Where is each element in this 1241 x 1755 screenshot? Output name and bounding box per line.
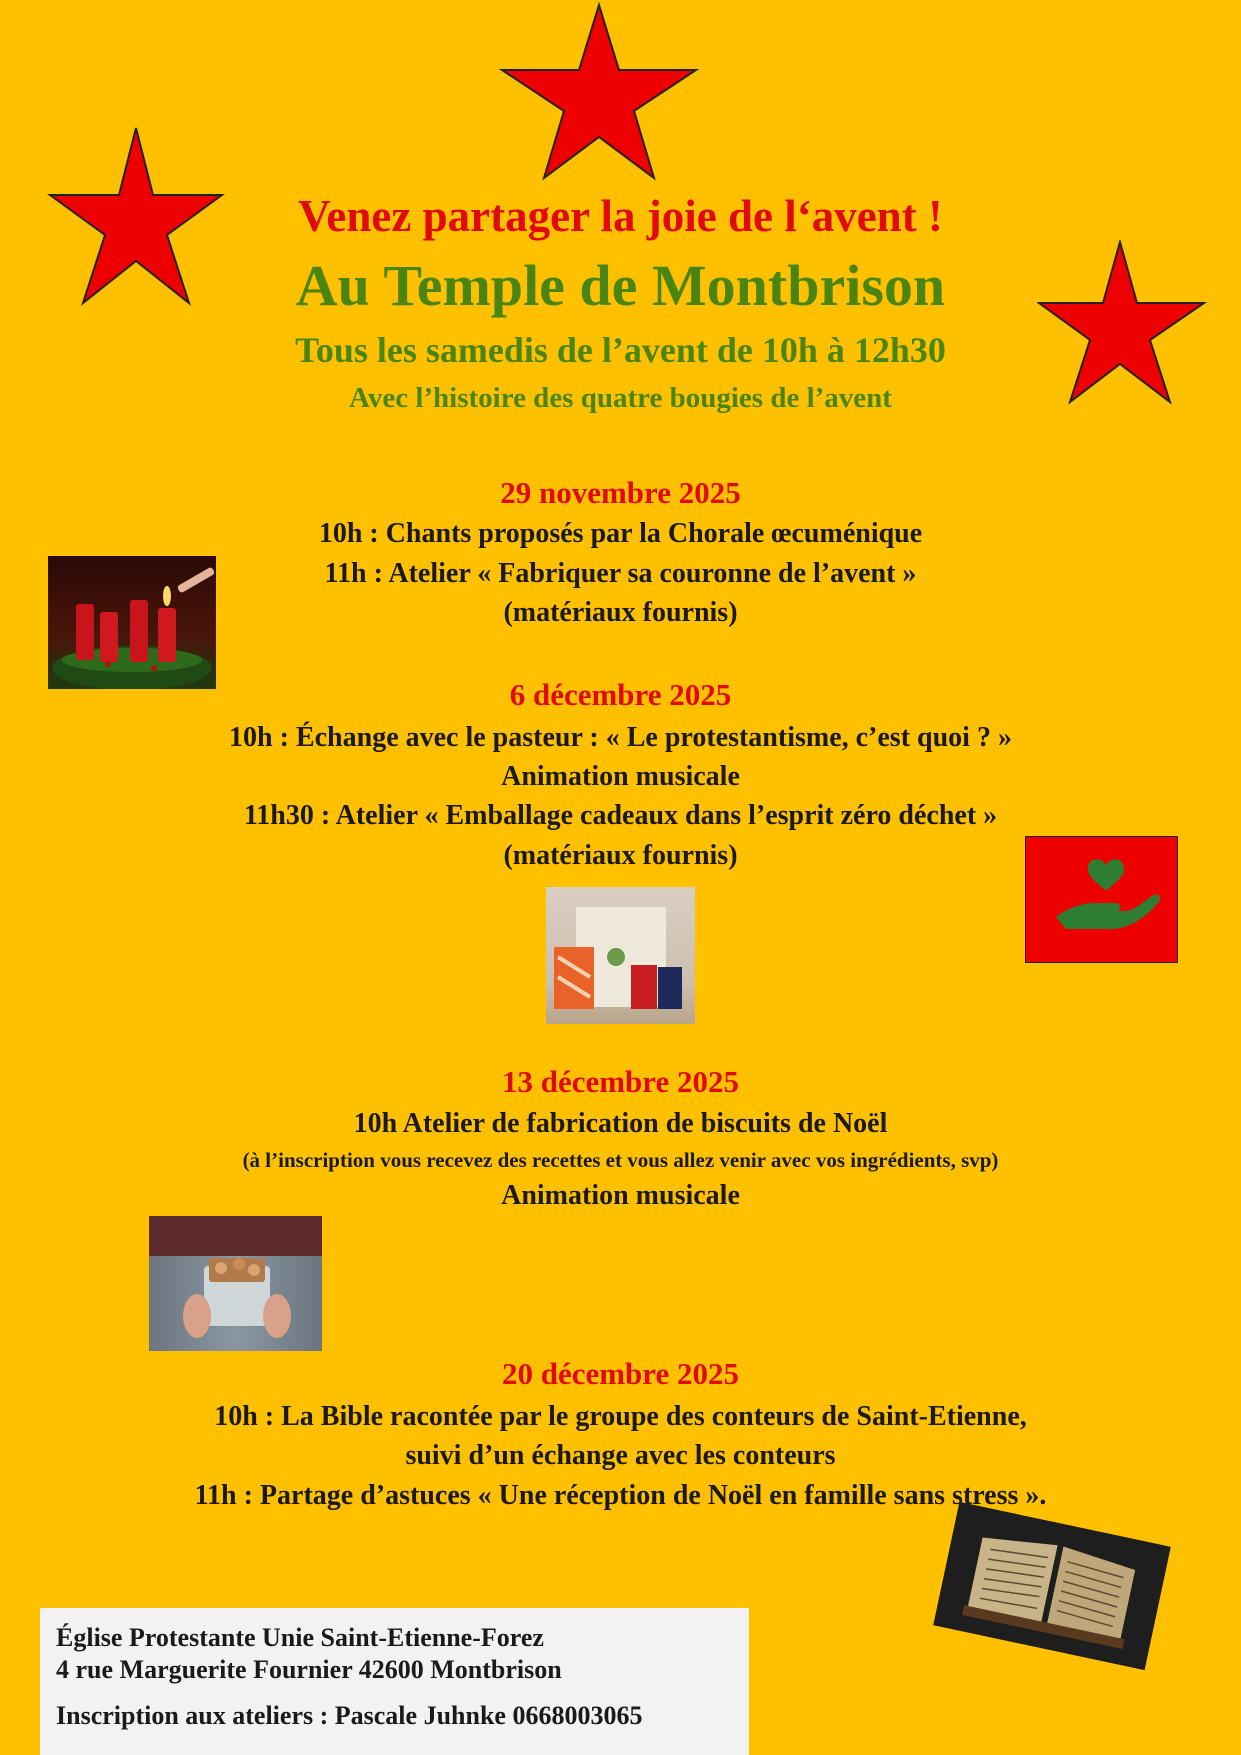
event-line: 10h : La Bible racontée par le groupe des conteurs de Saint-Etienne, — [214, 1401, 1027, 1432]
event-line: 11h : Partage d’astuces « Une réception de Noël en famille sans stress ». — [194, 1480, 1047, 1511]
event-date: 6 décembre 2025 — [509, 677, 732, 712]
gift-wrapping-photo — [546, 887, 695, 1024]
advent-candles-photo — [48, 556, 216, 689]
subtitle: Avec l’histoire des quatre bougies de l’avent — [349, 382, 892, 414]
event-line: 11h : Atelier « Fabriquer sa couronne de l’avent » — [324, 558, 917, 589]
event-line: 10h : Chants proposés par la Chorale œcuménique — [318, 518, 923, 549]
event-line: 11h30 : Atelier « Emballage cadeaux dans l’esprit zéro déchet » — [243, 800, 998, 831]
tagline: Venez partager la joie de l‘avent ! — [298, 191, 943, 241]
cookies-tin-photo — [149, 1216, 322, 1351]
registration-contact: Inscription aux ateliers : Pascale Juhnke 0668003065 — [56, 1701, 643, 1730]
church-address: 4 rue Marguerite Fournier 42600 Montbrison — [56, 1655, 562, 1684]
page-title: Au Temple de Montbrison — [295, 253, 946, 318]
event-date: 20 décembre 2025 — [501, 1356, 740, 1391]
event-line: 10h Atelier de fabrication de biscuits de Noël — [353, 1108, 888, 1139]
event-line: Animation musicale — [501, 761, 740, 792]
event-line: (matériaux fournis) — [503, 597, 738, 628]
event-line: Animation musicale — [501, 1180, 740, 1211]
star-icon — [497, 2, 701, 182]
church-name: Église Protestante Unie Saint-Etienne-Forez — [56, 1623, 544, 1652]
schedule: Tous les samedis de l’avent de 10h à 12h30 — [295, 330, 946, 370]
contact-box — [40, 1608, 749, 1755]
event-line: 10h : Échange avec le pasteur : « Le protestantisme, c’est quoi ? » — [229, 722, 1012, 753]
event-date: 29 novembre 2025 — [500, 475, 741, 510]
event-line: suivi d’un échange avec les conteurs — [405, 1440, 836, 1471]
event-line: (matériaux fournis) — [503, 840, 738, 871]
event-date: 13 décembre 2025 — [501, 1064, 740, 1099]
bible-photo — [933, 1502, 1170, 1670]
heart-hand-icon — [1025, 836, 1178, 963]
event-line: (à l’inscription vous recevez des recettes et vous allez venir avec vos ingrédients, svp) — [242, 1148, 999, 1172]
